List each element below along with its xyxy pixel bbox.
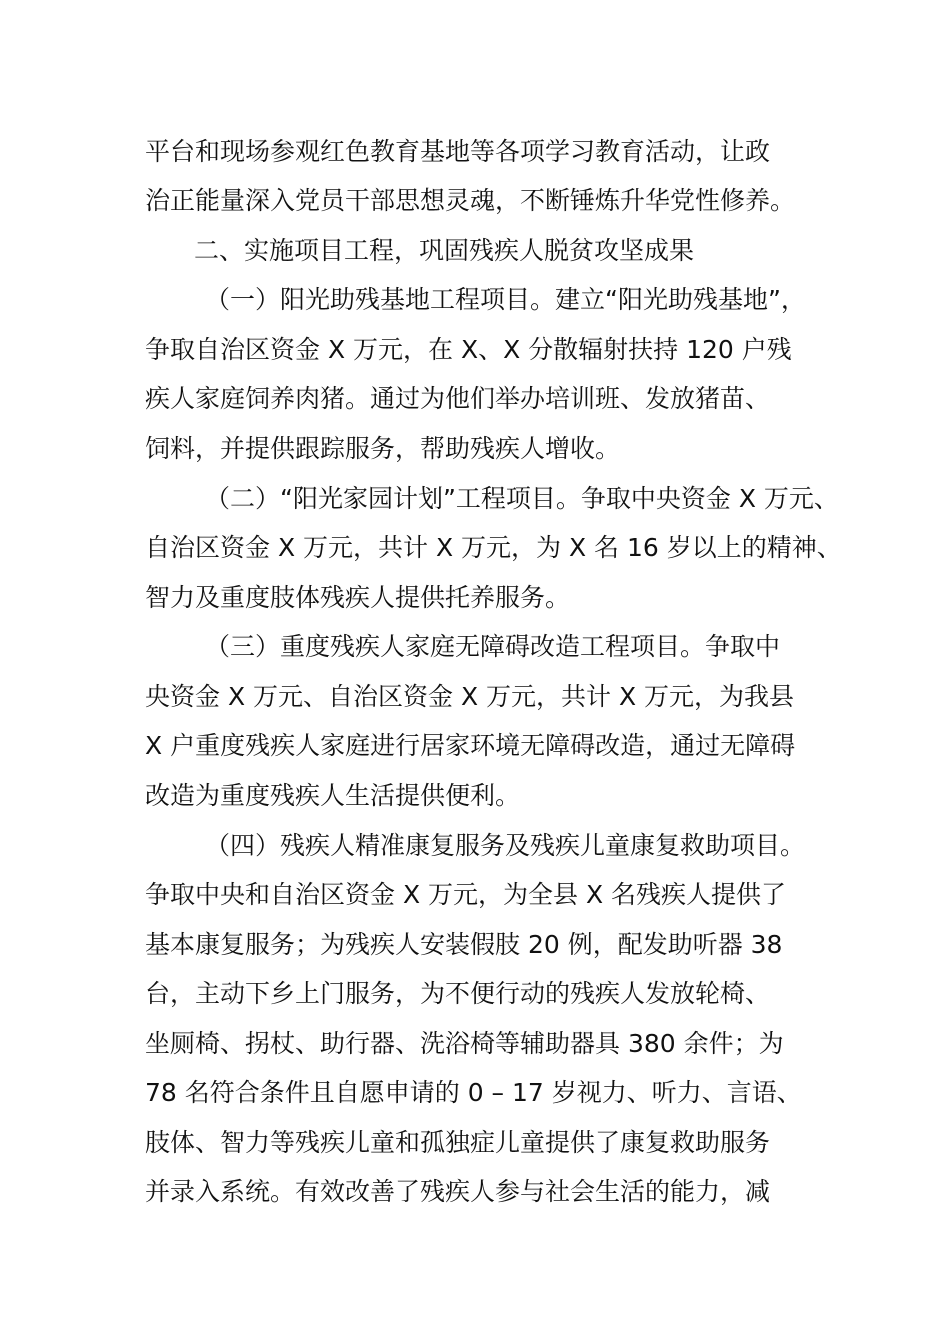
body-text-line: 疾人家庭饲养肉猪。通过为他们举办培训班、发放猪苗、 — [145, 384, 771, 413]
body-text-line: 央资金 X 万元、自治区资金 X 万元，共计 X 万元，为我县 — [145, 682, 795, 711]
body-text-line: 肢体、智力等残疾儿童和孤独症儿童提供了康复救助服务 — [145, 1128, 771, 1157]
section-heading: 二、实施项目工程，巩固残疾人脱贫攻坚成果 — [194, 236, 695, 265]
body-text-line: X 户重度残疾人家庭进行居家环境无障碍改造，通过无障碍 — [145, 731, 796, 760]
body-text-line: 坐厕椅、拐杖、助行器、洗浴椅等辅助器具 380 余件；为 — [145, 1029, 784, 1058]
body-text-line: 争取中央和自治区资金 X 万元，为全县 X 名残疾人提供了 — [145, 880, 787, 909]
body-text-line: 自治区资金 X 万元，共计 X 万元，为 X 名 16 岁以上的精神、 — [145, 533, 842, 562]
subsection-heading: （二）“阳光家园计划”工程项目。争取中央资金 X 万元、 — [205, 484, 839, 513]
body-text-line: 治正能量深入党员干部思想灵魂，不断锤炼升华党性修养。 — [145, 186, 796, 215]
body-text-line: 平台和现场参观红色教育基地等各项学习教育活动，让政 — [145, 137, 771, 166]
body-text-line: 78 名符合条件且自愿申请的 0 – 17 岁视力、听力、言语、 — [145, 1078, 802, 1107]
subsection-heading: （一）阳光助残基地工程项目。建立“阳光助残基地”， — [205, 285, 806, 314]
body-text-line: 台，主动下乡上门服务，为不便行动的残疾人发放轮椅、 — [145, 979, 771, 1008]
body-text-line: 改造为重度残疾人生活提供便利。 — [145, 781, 521, 810]
body-text-line: 饲料，并提供跟踪服务，帮助残疾人增收。 — [145, 434, 621, 463]
subsection-heading: （四）残疾人精准康复服务及残疾儿童康复救助项目。 — [205, 831, 806, 860]
body-text-line: 并录入系统。有效改善了残疾人参与社会生活的能力，减 — [145, 1177, 771, 1206]
body-text-line: 基本康复服务；为残疾人安装假肢 20 例，配发助听器 38 — [145, 930, 783, 959]
body-text-line: 争取自治区资金 X 万元，在 X、X 分散辐射扶持 120 户残 — [145, 335, 792, 364]
subsection-heading: （三）重度残疾人家庭无障碍改造工程项目。争取中 — [205, 632, 781, 661]
body-text-line: 智力及重度肢体残疾人提供托养服务。 — [145, 583, 571, 612]
